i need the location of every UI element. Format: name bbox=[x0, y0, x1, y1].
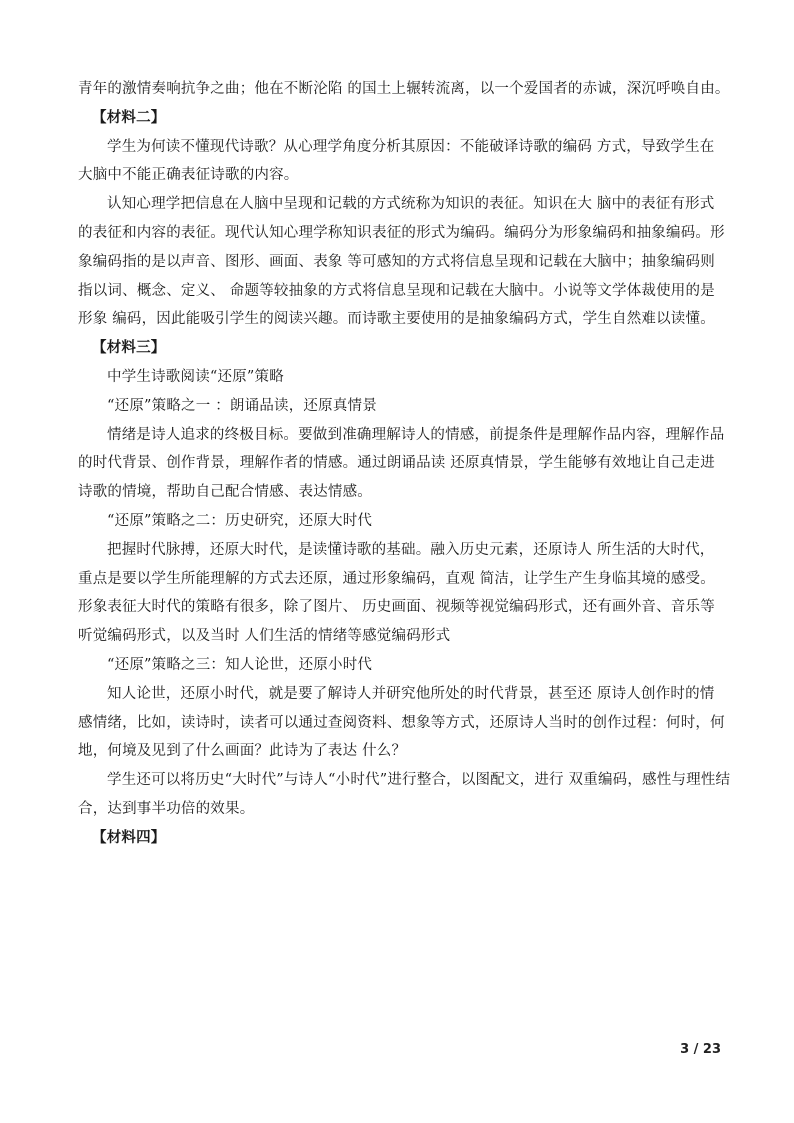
text-line: 情绪是诗人追求的终极目标。要做到准确理解诗人的情感，前提条件是理解作品内容，理解作品 bbox=[107, 426, 725, 443]
text-line: 形象 编码，因此能吸引学生的阅读兴趣。而诗歌主要使用的是抽象编码方式，学生自然难以读懂。 bbox=[78, 311, 715, 328]
text-line: 指以词、概念、定义、 命题等较抽象的方式将信息呈现和记载在大脑中。小说等文学体裁使用的是 bbox=[78, 282, 715, 299]
section-heading: 【材料四】 bbox=[92, 828, 166, 846]
text-line: 合，达到事半功倍的效果。 bbox=[78, 800, 255, 817]
text-line: 认知心理学把信息在人脑中呈现和记载的方式统称为知识的表征。知识在大 脑中的表征有形式 bbox=[107, 196, 715, 213]
text-line: 听觉编码形式，以及当时 人们生活的情绪等感觉编码形式 bbox=[78, 628, 451, 645]
text-line: 的表征和内容的表征。现代认知心理学称知识表征的形式为编码。编码分为形象编码和抽象编码。形 bbox=[78, 224, 725, 241]
strategy-heading: “还原”策略之三：知人论世，还原小时代 bbox=[107, 656, 373, 673]
text-line: 感情绪，比如，读诗时，读者可以通过查阅资料、想象等方式，还原诗人当时的创作过程：何时，何 bbox=[78, 714, 725, 731]
text-line: 的时代背景、创作背景，理解作者的情感。通过朗诵品读 还原真情景，学生能够有效地让自己走进 bbox=[78, 455, 715, 472]
text-line: 知人论世，还原小时代，就是要了解诗人并研究他所处的时代背景，甚至还 原诗人创作时的情 bbox=[107, 685, 715, 702]
document-body bbox=[78, 75, 731, 853]
text-line: 青年的激情奏响抗争之曲；他在不断沦陷 的国土上辗转流离，以一个爱国者的赤诚，深沉呼唤自由。 bbox=[78, 81, 730, 97]
subtitle-line: 中学生诗歌阅读“还原”策略 bbox=[107, 368, 284, 385]
section-heading: 【材料三】 bbox=[92, 339, 166, 357]
text-line: 把握时代脉搏，还原大时代，是读懂诗歌的基础。融入历史元素，还原诗人 所生活的大时代， bbox=[107, 541, 715, 558]
page-number: 3 / 23 bbox=[680, 1042, 721, 1057]
section-heading: 【材料二】 bbox=[92, 108, 166, 126]
text-line: 学生为何读不懂现代诗歌？从心理学角度分析其原因：不能破译诗歌的编码 方式，导致学生在 bbox=[107, 138, 715, 155]
text-line: 形象表征大时代的策略有很多，除了图片、 历史画面、视频等视觉编码形式，还有画外音、音乐等 bbox=[78, 599, 715, 616]
text-line: 重点是要以学生所能理解的方式去还原，通过形象编码，直观 简洁，让学生产生身临其境的感受。 bbox=[78, 570, 715, 587]
strategy-heading: “还原”策略之二：历史研究，还原大时代 bbox=[107, 512, 373, 529]
text-line: 地，何境及见到了什么画面？此诗为了表达 什么？ bbox=[78, 743, 407, 760]
strategy-heading: “还原”策略之一 ：朗诵品读，还原真情景 bbox=[107, 397, 377, 414]
text-line: 大脑中不能正确表征诗歌的内容。 bbox=[78, 167, 299, 184]
text-line: 象编码指的是以声音、图形、画面、表象 等可感知的方式将信息呈现和记载在大脑中；抽象编码则 bbox=[78, 253, 715, 270]
text-line: 学生还可以将历史“大时代”与诗人“小时代”进行整合，以图配文，进行 双重编码，感性与理性结 bbox=[107, 772, 731, 789]
text-line: 诗歌的情境，帮助自己配合情感、表达情感。 bbox=[78, 484, 372, 501]
